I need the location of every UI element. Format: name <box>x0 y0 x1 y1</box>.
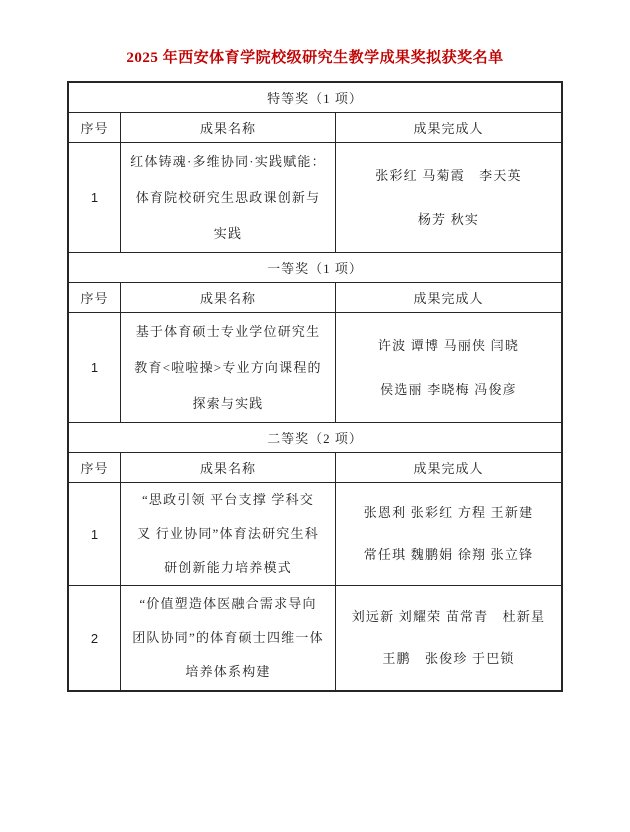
col-header-index: 序号 <box>69 113 121 142</box>
achievement-name <box>121 143 336 252</box>
achievement-name-line: “思政引领 平台支撑 学科交 <box>141 492 315 507</box>
col-header-people: 成果完成人 <box>413 461 484 476</box>
achievement-name-line: 探索与实践 <box>192 395 264 411</box>
authors-line: 侯选丽 李晓梅 冯俊彦 <box>380 381 517 397</box>
achievement-name-line: 教育<啦啦操>专业方向课程的 <box>134 359 322 375</box>
section-header-special-prize <box>69 83 561 113</box>
col-header-people: 成果完成人 <box>413 291 484 306</box>
col-header-name: 成果名称 <box>121 283 336 312</box>
authors-line: 杨芳 秋实 <box>417 211 480 227</box>
awards-table <box>67 81 563 692</box>
award-label: 二等奖（2 项） <box>267 431 363 446</box>
section-header-second-prize <box>69 423 561 453</box>
authors-line: 张恩利 张彩红 方程 王新建 <box>363 505 534 520</box>
achievement-name-line: “价值塑造体医融合需求导向 <box>139 596 317 611</box>
row-index: 1 <box>69 313 121 422</box>
section-header-first-prize <box>69 253 561 283</box>
row-index: 2 <box>69 586 121 690</box>
authors-line: 许波 谭博 马丽侠 闫晓 <box>377 337 520 353</box>
achievement-authors <box>336 483 561 585</box>
achievement-name <box>121 586 336 690</box>
award-label: 特等奖（1 项） <box>267 91 363 106</box>
row-index: 1 <box>69 143 121 252</box>
achievement-name-line: 叉 行业协同”体育法研究生科 <box>137 526 319 541</box>
column-header-row <box>69 453 561 483</box>
achievement-authors <box>336 586 561 690</box>
table-row <box>69 586 561 690</box>
award-label: 一等奖（1 项） <box>267 261 363 276</box>
authors-line: 王鹏 张俊珍 于巴锁 <box>382 651 515 666</box>
achievement-name-line: 红体铸魂·多维协同·实践赋能： <box>130 153 326 169</box>
authors-line: 张彩红 马菊霞 李天英 <box>375 167 522 183</box>
table-row <box>69 313 561 423</box>
column-header-row <box>69 283 561 313</box>
column-header-row <box>69 113 561 143</box>
table-row <box>69 143 561 253</box>
col-header-index: 序号 <box>69 283 121 312</box>
achievement-authors <box>336 313 561 422</box>
col-header-name: 成果名称 <box>121 453 336 482</box>
authors-line: 常任琪 魏鹏娟 徐翔 张立锋 <box>363 547 534 562</box>
achievement-name-line: 基于体育硕士专业学位研究生 <box>135 323 321 339</box>
row-index: 1 <box>69 483 121 585</box>
authors-line: 刘远新 刘耀荣 苗常青 杜新星 <box>351 609 546 624</box>
achievement-name-line: 培养体系构建 <box>185 664 271 679</box>
achievement-name-line: 体育院校研究生思政课创新与 <box>135 189 321 205</box>
achievement-name-line: 实践 <box>213 225 243 241</box>
col-header-name: 成果名称 <box>121 113 336 142</box>
achievement-name-line: 团队协同”的体育硕士四维一体 <box>132 630 324 645</box>
achievement-name-line: 研创新能力培养模式 <box>164 560 292 575</box>
achievement-authors <box>336 143 561 252</box>
table-row <box>69 483 561 586</box>
document-title: 2025 年西安体育学院校级研究生教学成果奖拟获奖名单 <box>126 50 504 66</box>
col-header-people: 成果完成人 <box>413 121 484 136</box>
achievement-name <box>121 483 336 585</box>
col-header-index: 序号 <box>69 453 121 482</box>
achievement-name <box>121 313 336 422</box>
